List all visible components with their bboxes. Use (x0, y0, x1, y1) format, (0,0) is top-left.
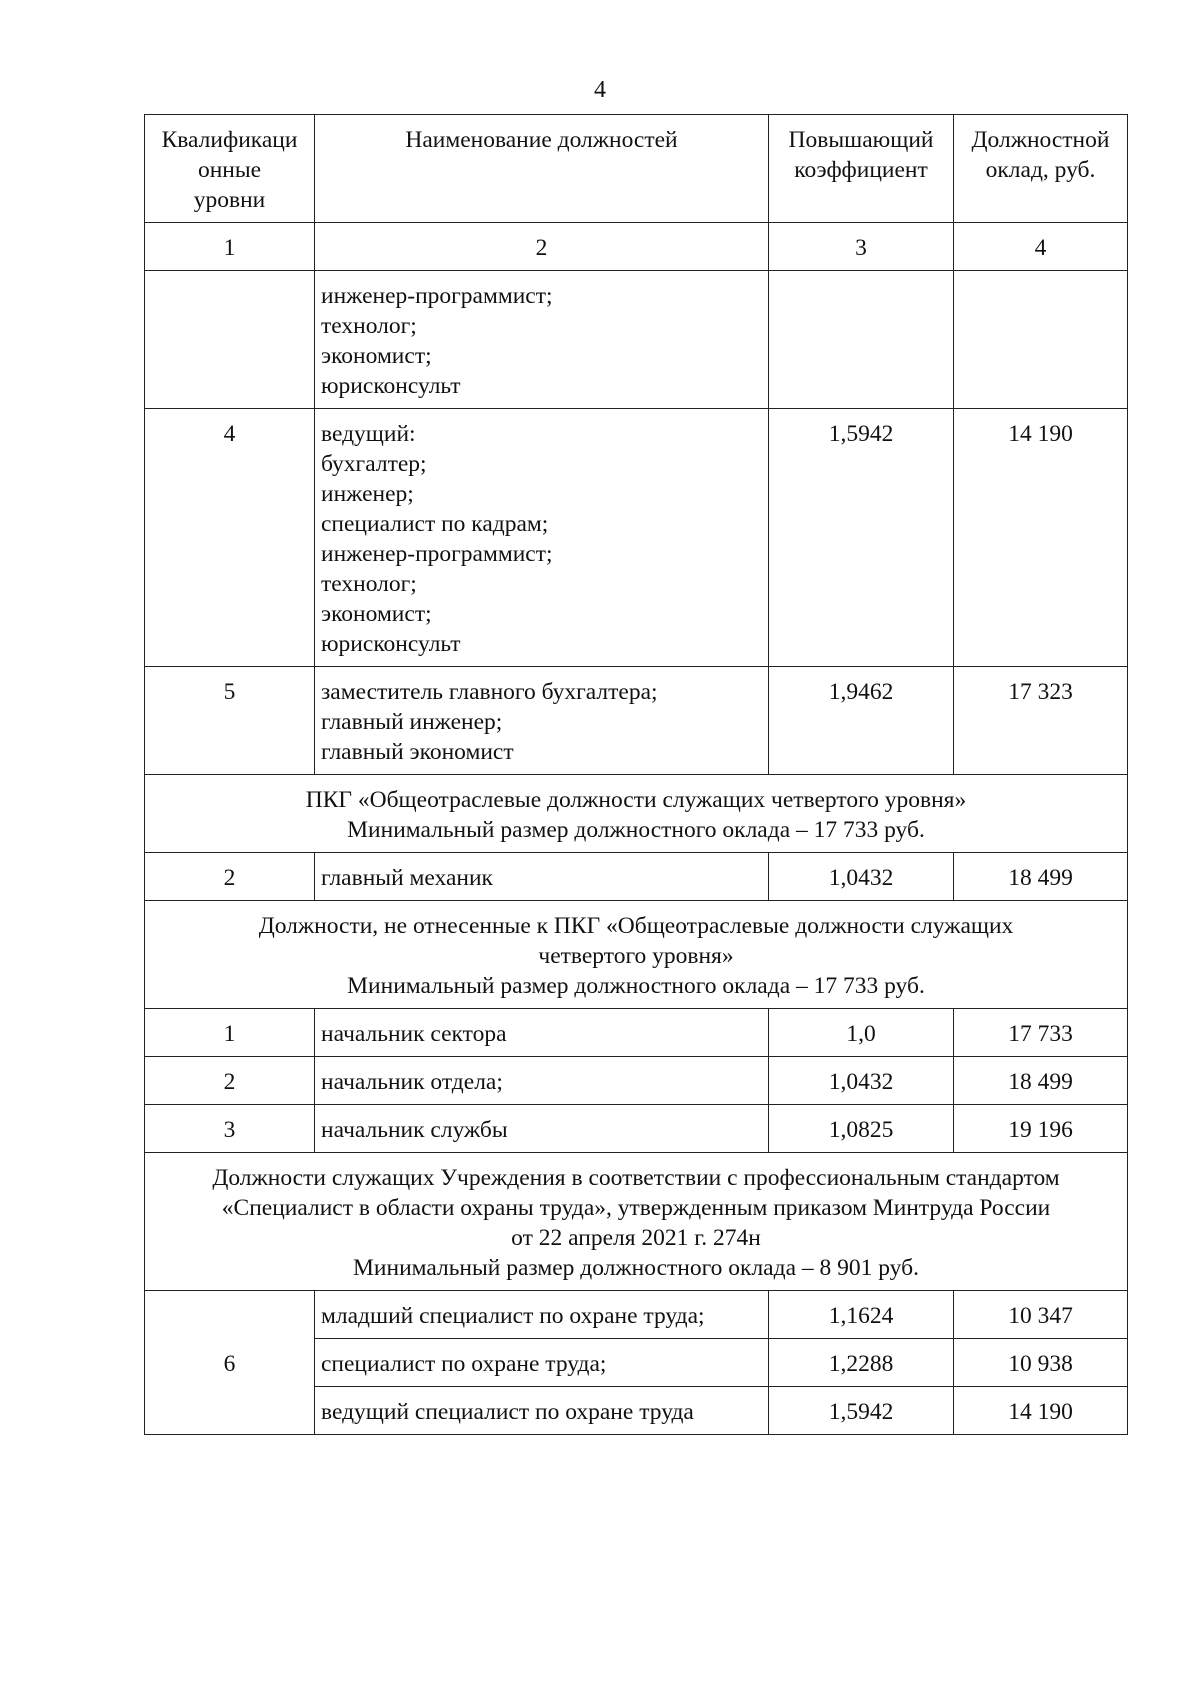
table-row (145, 1057, 1128, 1105)
coefficient-cell (769, 271, 954, 409)
table-row-level-5 (145, 667, 1128, 775)
table-row (145, 1009, 1128, 1057)
level-cell: 4 (145, 409, 315, 667)
position-cell: начальник сектора (315, 1009, 769, 1057)
level-cell: 3 (145, 1105, 315, 1153)
position-cell: начальник службы (315, 1105, 769, 1153)
coefficient-cell: 1,1624 (769, 1291, 954, 1339)
positions-cell: инженер-программист; технолог; экономист; юрисконсульт (315, 271, 769, 409)
column-number: 1 (145, 223, 315, 271)
column-number: 2 (315, 223, 769, 271)
coefficient-cell: 1,0 (769, 1009, 954, 1057)
position-cell: главный механик (315, 853, 769, 901)
section-header-labor-safety (145, 1153, 1128, 1291)
salary-cell: 14 190 (954, 1387, 1128, 1435)
coefficient-cell: 1,2288 (769, 1339, 954, 1387)
position-cell: начальник отдела; (315, 1057, 769, 1105)
level-cell: 5 (145, 667, 315, 775)
section-title: Должности служащих Учреждения в соответствии с профессиональным стандартом «Специалист в области охраны труда», утвержденным приказом Минтруда России от 22 апреля 2021 г. 274н Минимальный размер должностного оклада – 8 901 руб. (145, 1153, 1128, 1291)
section-title: ПКГ «Общеотраслевые должности служащих четвертого уровня» Минимальный размер должностного оклада – 17 733 руб. (145, 775, 1128, 853)
salary-cell: 18 499 (954, 853, 1128, 901)
coefficient-cell: 1,0432 (769, 853, 954, 901)
table-header-row (145, 115, 1128, 223)
coefficient-cell: 1,9462 (769, 667, 954, 775)
position-cell: ведущий специалист по охране труда (315, 1387, 769, 1435)
level-cell (145, 271, 315, 409)
header-salary: Должностной оклад, руб. (954, 115, 1128, 223)
table-row-level-4 (145, 409, 1128, 667)
page-number: 4 (594, 77, 606, 103)
salary-cell (954, 271, 1128, 409)
header-position-names: Наименование должностей (315, 115, 769, 223)
salary-cell: 18 499 (954, 1057, 1128, 1105)
header-qualification-levels: Квалификаци онные уровни (145, 115, 315, 223)
header-coefficient: Повышающий коэффициент (769, 115, 954, 223)
section-header-non-pkg (145, 901, 1128, 1009)
salary-cell: 10 347 (954, 1291, 1128, 1339)
table-row (145, 1105, 1128, 1153)
salary-cell: 17 323 (954, 667, 1128, 775)
salary-cell: 14 190 (954, 409, 1128, 667)
table-row-continued (145, 271, 1128, 409)
salary-cell: 10 938 (954, 1339, 1128, 1387)
level-cell: 2 (145, 1057, 315, 1105)
salary-cell: 17 733 (954, 1009, 1128, 1057)
column-number-row (145, 223, 1128, 271)
column-number: 4 (954, 223, 1128, 271)
column-number: 3 (769, 223, 954, 271)
salary-table (144, 114, 1128, 1435)
coefficient-cell: 1,0432 (769, 1057, 954, 1105)
coefficient-cell: 1,0825 (769, 1105, 954, 1153)
positions-cell: ведущий: бухгалтер; инженер; специалист по кадрам; инженер-программист; технолог; экономист; юрисконсульт (315, 409, 769, 667)
position-cell: младший специалист по охране труда; (315, 1291, 769, 1339)
coefficient-cell: 1,5942 (769, 1387, 954, 1435)
section-title: Должности, не отнесенные к ПКГ «Общеотраслевые должности служащих четвертого уровня» Минимальный размер должностного оклада – 17 733 руб. (145, 901, 1128, 1009)
table-row (145, 1291, 1128, 1339)
table-row (145, 853, 1128, 901)
salary-cell: 19 196 (954, 1105, 1128, 1153)
level-cell: 2 (145, 853, 315, 901)
level-cell: 1 (145, 1009, 315, 1057)
positions-cell: заместитель главного бухгалтера; главный инженер; главный экономист (315, 667, 769, 775)
coefficient-cell: 1,5942 (769, 409, 954, 667)
section-header-pkg4 (145, 775, 1128, 853)
level-cell: 6 (145, 1291, 315, 1435)
position-cell: специалист по охране труда; (315, 1339, 769, 1387)
